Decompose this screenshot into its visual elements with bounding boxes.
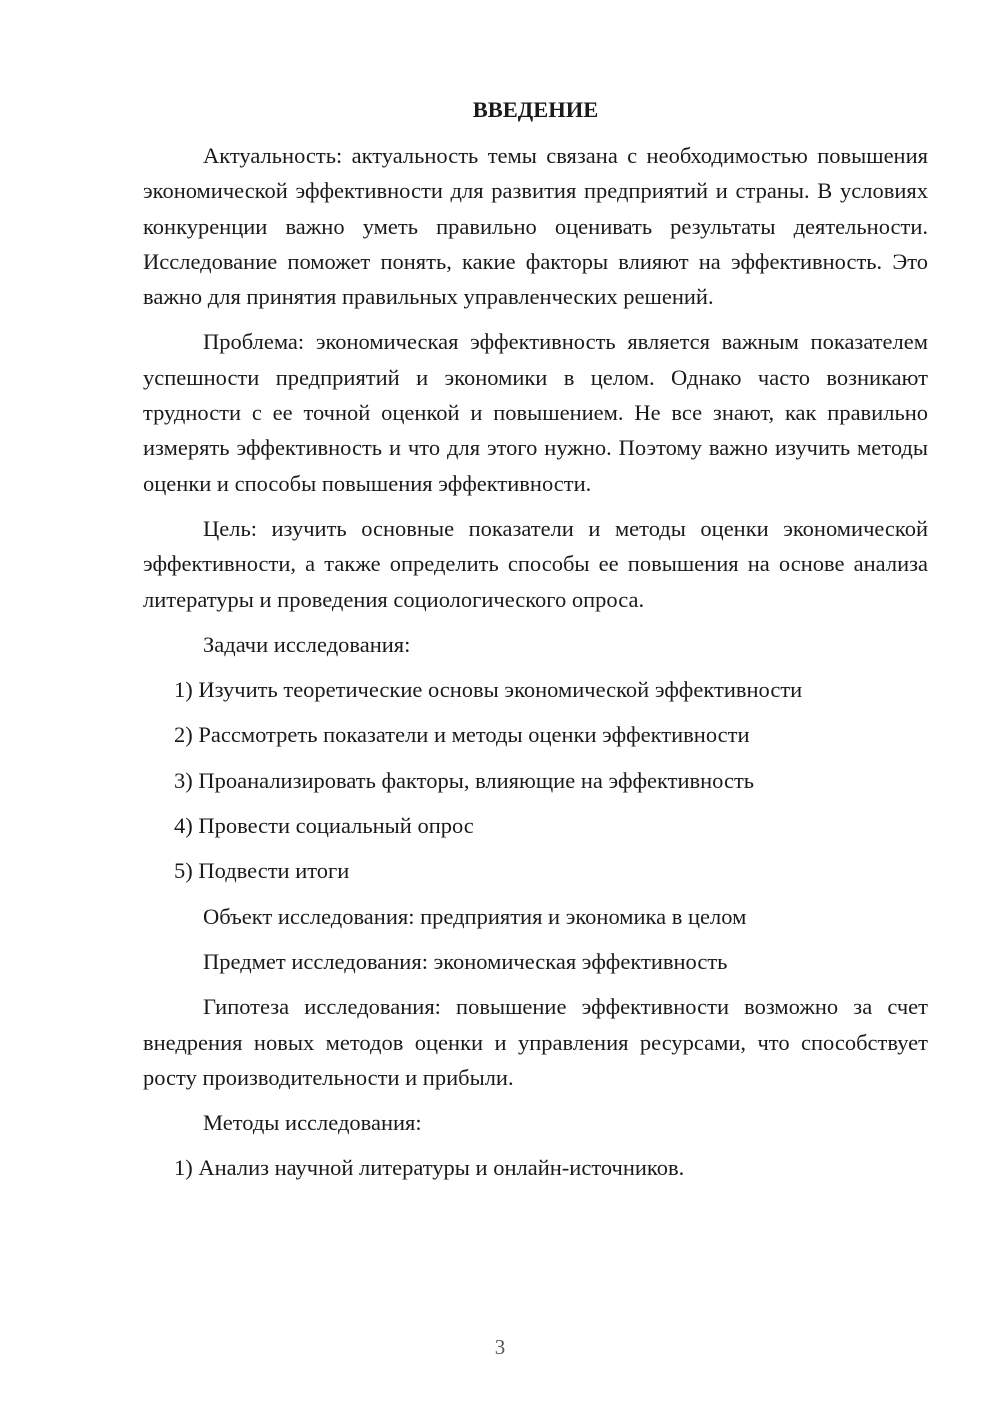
page-number: 3 <box>494 1335 506 1359</box>
method-item-1: 1) Анализ научной литературы и онлайн-источников. <box>174 1155 685 1181</box>
paragraph-goal: Цель: изучить основные показатели и методы оценки экономической эффективности, а также определить способы ее повышения на основе анализа литературы и проведения социологического опроса. <box>143 515 928 612</box>
paragraph-hypothesis: Гипотеза исследования: повышение эффективности возможно за счет внедрения новых методов оценки и управления ресурсами, что способствует росту производительности и прибыли. <box>143 994 928 1090</box>
tasks-heading: Задачи исследования: <box>203 631 411 657</box>
research-object: Объект исследования: предприятия и экономика в целом <box>203 903 747 929</box>
document-page <box>143 92 928 1196</box>
task-item-2: 2) Рассмотреть показатели и методы оценки эффективности <box>174 722 750 748</box>
task-item-1: 1) Изучить теоретические основы экономической эффективности <box>174 677 803 703</box>
task-item-4: 4) Провести социальный опрос <box>174 813 474 839</box>
task-item-3: 3) Проанализировать факторы, влияющие на эффективность <box>174 767 755 793</box>
methods-heading: Методы исследования: <box>203 1110 422 1136</box>
research-subject: Предмет исследования: экономическая эффективность <box>203 948 728 974</box>
paragraph-relevance: Актуальность: актуальность темы связана с необходимостью повышения экономической эффективности для развития предприятий и страны. В условиях конкуренции важно уметь правильно оценивать результаты деятельности. Исследование поможет понять, какие факторы влияют на эффективность. Это важно для принятия правильных управленческих решений. <box>143 143 928 310</box>
task-item-5: 5) Подвести итоги <box>174 858 350 884</box>
paragraph-problem: Проблема: экономическая эффективность является важным показателем успешности предприятий и экономики в целом. Однако часто возникают трудности с ее точной оценкой и повышением. Не все знают, как правильно измерять эффективность и что для этого нужно. Поэтому важно изучить методы оценки и способы повышения эффективности. <box>143 329 928 496</box>
section-title: ВВЕДЕНИЕ <box>472 97 599 122</box>
